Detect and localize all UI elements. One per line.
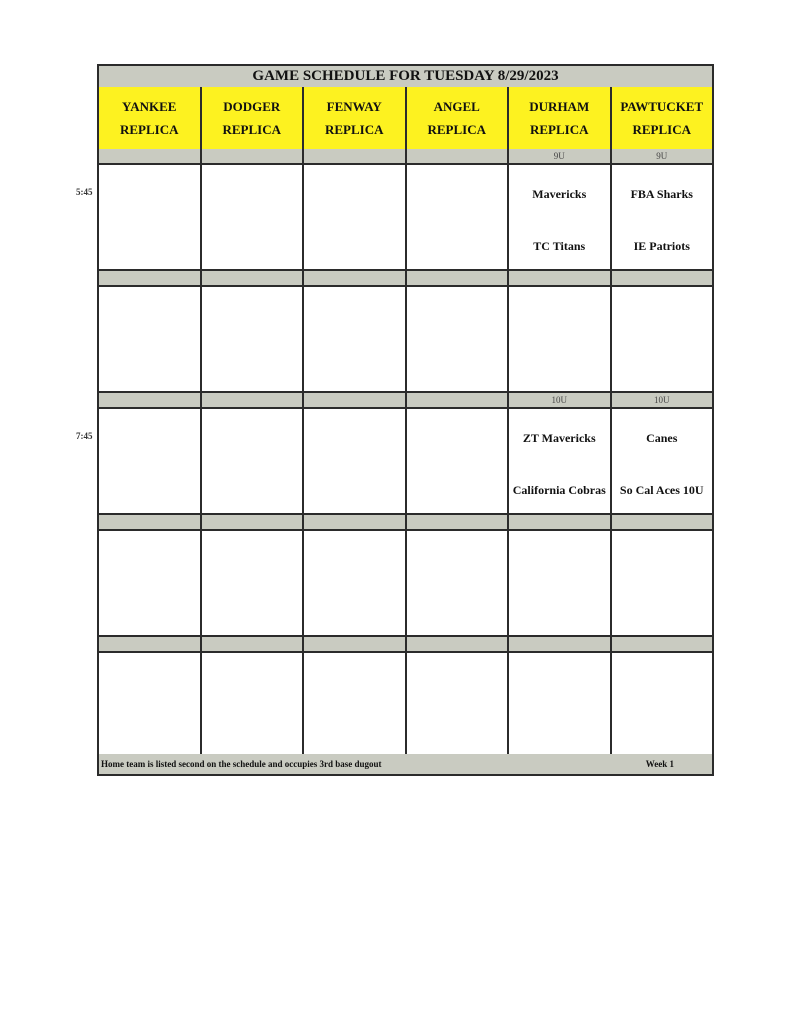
game-cell [304, 165, 407, 269]
home-team: So Cal Aces 10U [619, 483, 704, 497]
game-cell [509, 531, 612, 635]
game-cell [202, 165, 305, 269]
field-header-5 [612, 87, 713, 149]
away-team: FBA Sharks [630, 187, 693, 201]
game-cell [407, 165, 510, 269]
field-subtitle: REPLICA [529, 122, 589, 137]
division-label [304, 393, 407, 407]
division-label [304, 515, 407, 529]
division-label [612, 271, 713, 285]
division-label [99, 515, 202, 529]
home-team: IE Patriots [633, 239, 690, 253]
field-header-1 [202, 87, 305, 149]
division-label [202, 515, 305, 529]
division-label [612, 515, 713, 529]
game-cell [407, 409, 510, 513]
division-label [99, 149, 202, 163]
field-subtitle: REPLICA [427, 122, 486, 137]
time-slot-label: 7:45 [76, 431, 93, 441]
division-label [202, 637, 305, 651]
game-cell [304, 409, 407, 513]
game-slot-row [99, 653, 712, 759]
division-band [99, 515, 712, 531]
away-team: Mavericks [532, 187, 587, 201]
game-slot-row [99, 287, 712, 393]
field-name: ANGEL [433, 99, 480, 114]
division-band [99, 393, 712, 409]
game-cell [304, 287, 407, 391]
home-team: California Cobras [512, 483, 606, 497]
away-team: Canes [646, 431, 678, 445]
game-slot-row [99, 165, 712, 271]
game-cell [304, 531, 407, 635]
division-label: 10U [509, 393, 612, 407]
division-label [407, 637, 510, 651]
field-subtitle: REPLICA [324, 122, 384, 137]
field-name: YANKEE [122, 99, 177, 114]
field-subtitle: REPLICA [119, 122, 179, 137]
division-label [612, 637, 713, 651]
game-cell [407, 287, 510, 391]
game-cell [99, 409, 202, 513]
field-name: FENWAY [326, 99, 382, 114]
time-slot-label: 5:45 [76, 187, 93, 197]
division-label [304, 149, 407, 163]
division-label: 9U [612, 149, 713, 163]
division-label [99, 271, 202, 285]
field-name: DURHAM [529, 99, 590, 114]
game-cell [509, 287, 612, 391]
division-band [99, 271, 712, 287]
game-cell [612, 653, 713, 757]
schedule-title: GAME SCHEDULE FOR TUESDAY 8/29/2023 [99, 66, 712, 89]
field-header-2 [304, 87, 407, 149]
game-cell [612, 165, 713, 269]
game-cell [509, 165, 612, 269]
game-cell [612, 287, 713, 391]
game-cell [407, 531, 510, 635]
division-label [202, 271, 305, 285]
field-header-row [99, 87, 712, 151]
division-label [509, 515, 612, 529]
division-label [202, 149, 305, 163]
division-label [304, 271, 407, 285]
field-subtitle: REPLICA [632, 122, 691, 137]
division-label [407, 149, 510, 163]
division-label [407, 393, 510, 407]
game-cell [202, 531, 305, 635]
schedule-sheet [97, 64, 714, 776]
division-label [407, 271, 510, 285]
game-cell [99, 653, 202, 757]
away-team: ZT Mavericks [522, 431, 596, 445]
division-label [509, 637, 612, 651]
game-cell [202, 653, 305, 757]
division-label [99, 637, 202, 651]
game-cell [612, 531, 713, 635]
home-team-note: Home team is listed second on the schedule and occupies 3rd base dugout [101, 759, 382, 769]
game-cell [304, 653, 407, 757]
division-band [99, 149, 712, 165]
field-header-4 [509, 87, 612, 149]
division-label [202, 393, 305, 407]
field-subtitle: REPLICA [222, 122, 281, 137]
field-header-3 [407, 87, 510, 149]
home-team: TC Titans [533, 239, 586, 253]
game-cell [99, 531, 202, 635]
game-cell [99, 287, 202, 391]
week-label: Week 1 [645, 759, 674, 769]
game-cell [202, 287, 305, 391]
game-slot-row [99, 409, 712, 515]
field-header-0 [99, 87, 202, 149]
game-cell [509, 409, 612, 513]
field-name: PAWTUCKET [620, 99, 704, 114]
game-cell [509, 653, 612, 757]
division-label [304, 637, 407, 651]
game-cell [612, 409, 713, 513]
field-name: DODGER [223, 99, 281, 114]
game-cell [202, 409, 305, 513]
game-cell [407, 653, 510, 757]
division-label [407, 515, 510, 529]
game-slot-row [99, 531, 712, 637]
division-label [509, 271, 612, 285]
division-label [99, 393, 202, 407]
division-label: 9U [509, 149, 612, 163]
schedule-footer [99, 754, 712, 774]
division-band [99, 637, 712, 653]
game-cell [99, 165, 202, 269]
division-label: 10U [612, 393, 713, 407]
